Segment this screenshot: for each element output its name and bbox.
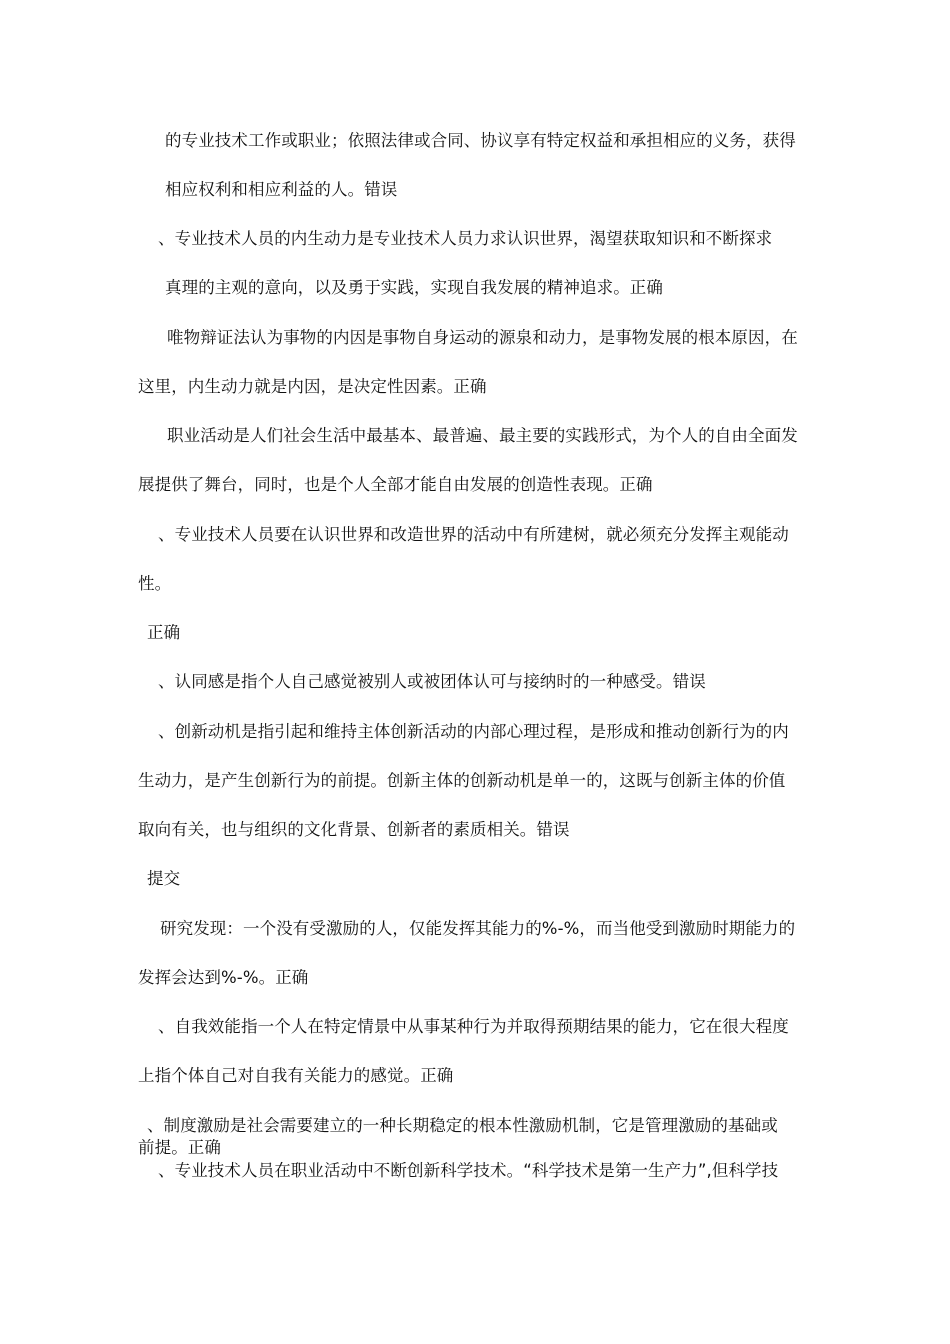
text-line: 、制度激励是社会需要建立的一种长期稳定的根本性激励机制，它是管理激励的基础或	[147, 1116, 778, 1135]
text-line: 取向有关，也与组织的文化背景、创新者的素质相关。错误	[138, 820, 570, 839]
text-line: 展提供了舞台，同时，也是个人全部才能自由发展的创造性表现。正确	[138, 475, 653, 494]
text-line: 发挥会达到%-%。正确	[138, 968, 309, 987]
text-line: 的专业技术工作或职业；依照法律或合同、协议享有特定权益和承担相应的义务，获得	[165, 131, 796, 150]
text-line: 提交	[147, 869, 181, 888]
text-line: 上指个体自己对自我有关能力的感觉。正确	[138, 1066, 454, 1085]
text-line: 性。	[138, 574, 172, 593]
text-line: 这里，内生动力就是内因，是决定性因素。正确	[138, 377, 487, 396]
text-line: 、创新动机是指引起和维持主体创新活动的内部心理过程，是形成和推动创新行为的内	[158, 722, 789, 741]
text-line: 职业活动是人们社会生活中最基本、最普遍、最主要的实践形式，为个人的自由全面发	[167, 426, 798, 445]
text-line: 正确	[147, 623, 181, 642]
text-line: 、专业技术人员要在认识世界和改造世界的活动中有所建树，就必须充分发挥主观能动	[158, 525, 789, 544]
text-line: 、专业技术人员的内生动力是专业技术人员力求认识世界，渴望获取知识和不断探求	[158, 229, 773, 248]
text-line: 、认同感是指个人自己感觉被别人或被团体认可与接纳时的一种感受。错误	[158, 672, 706, 691]
text-line: 生动力，是产生创新行为的前提。创新主体的创新动机是单一的，这既与创新主体的价值	[138, 771, 786, 790]
text-line: 、自我效能指一个人在特定情景中从事某种行为并取得预期结果的能力，它在很大程度	[158, 1017, 789, 1036]
text-line: 前提。正确	[138, 1138, 221, 1157]
text-line: 研究发现：一个没有受激励的人，仅能发挥其能力的%-%，而当他受到激励时期能力的	[160, 919, 796, 938]
text-line: 真理的主观的意向，以及勇于实践，实现自我发展的精神追求。正确	[165, 278, 663, 297]
text-line: 唯物辩证法认为事物的内因是事物自身运动的源泉和动力，是事物发展的根本原因，在	[167, 328, 798, 347]
text-line: 、专业技术人员在职业活动中不断创新科学技术。“科学技术是第一生产力”,但科学技	[158, 1161, 779, 1180]
text-line: 相应权利和相应利益的人。错误	[165, 180, 398, 199]
